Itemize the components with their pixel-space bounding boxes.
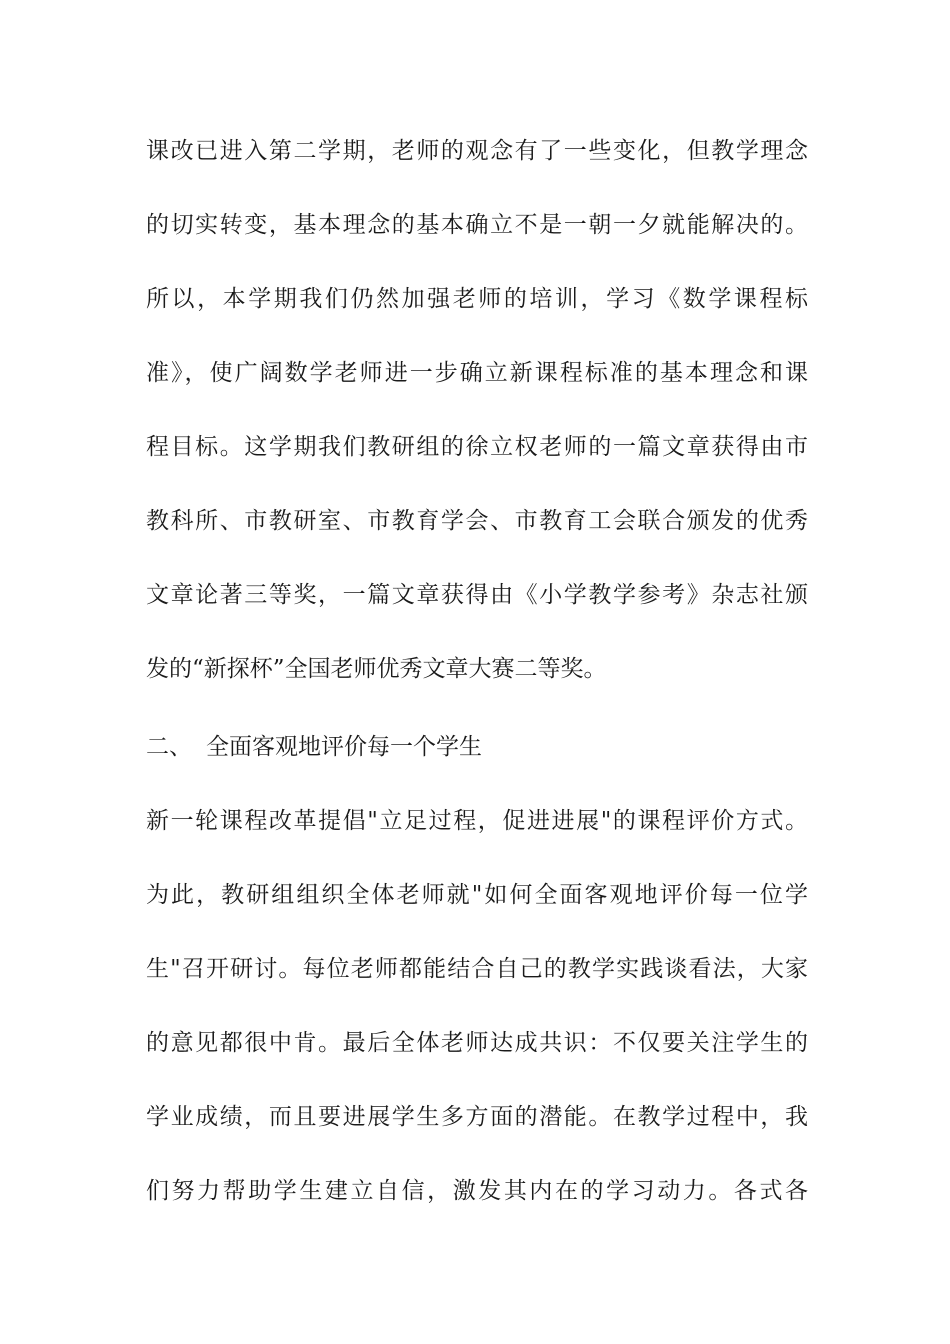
paragraph-2-line-6: 们努力帮助学生建立自信，激发其内在的学习动力。各式各 <box>146 1178 808 1204</box>
paragraph-2-line-1: 新一轮课程改革提倡"立足过程，促进进展"的课程评价方式。 <box>146 808 808 834</box>
paragraph-2-line-5: 学业成绩，而且要进展学生多方面的潜能。在教学过程中，我 <box>146 1104 808 1130</box>
paragraph-1-line-2: 的切实转变，基本理念的基本确立不是一朝一夕就能解决的。 <box>146 212 808 238</box>
paragraph-2-line-3: 生"召开研讨。每位老师都能结合自己的教学实践谈看法，大家 <box>146 956 808 982</box>
paragraph-1-line-4: 准》，使广阔数学老师进一步确立新课程标准的基本理念和课 <box>146 360 808 386</box>
paragraph-1-line-8: 发的“新探杯”全国老师优秀文章大赛二等奖。 <box>146 656 607 682</box>
section-heading <box>146 727 482 767</box>
paragraph-1-line-3: 所以，本学期我们仍然加强老师的培训，学习《数学课程标 <box>146 286 808 312</box>
paragraph-2-line-2: 为此，教研组组织全体老师就"如何全面客观地评价每一位学 <box>146 882 808 908</box>
paragraph-1-line-7: 文章论著三等奖，一篇文章获得由《小学教学参考》杂志社颁 <box>146 582 808 608</box>
paragraph-1-line-1: 课改已进入第二学期，老师的观念有了一些变化，但教学理念 <box>146 138 808 164</box>
section-title: 全面客观地评价每一个学生 <box>206 734 482 760</box>
paragraph-1-line-5: 程目标。这学期我们教研组的徐立权老师的一篇文章获得由市 <box>146 434 808 460</box>
paragraph-2-line-4: 的意见都很中肯。最后全体老师达成共识：不仅要关注学生的 <box>146 1030 808 1056</box>
section-number: 二、 <box>146 734 192 760</box>
paragraph-1-line-6: 教科所、市教研室、市教育学会、市教育工会联合颁发的优秀 <box>146 508 808 534</box>
